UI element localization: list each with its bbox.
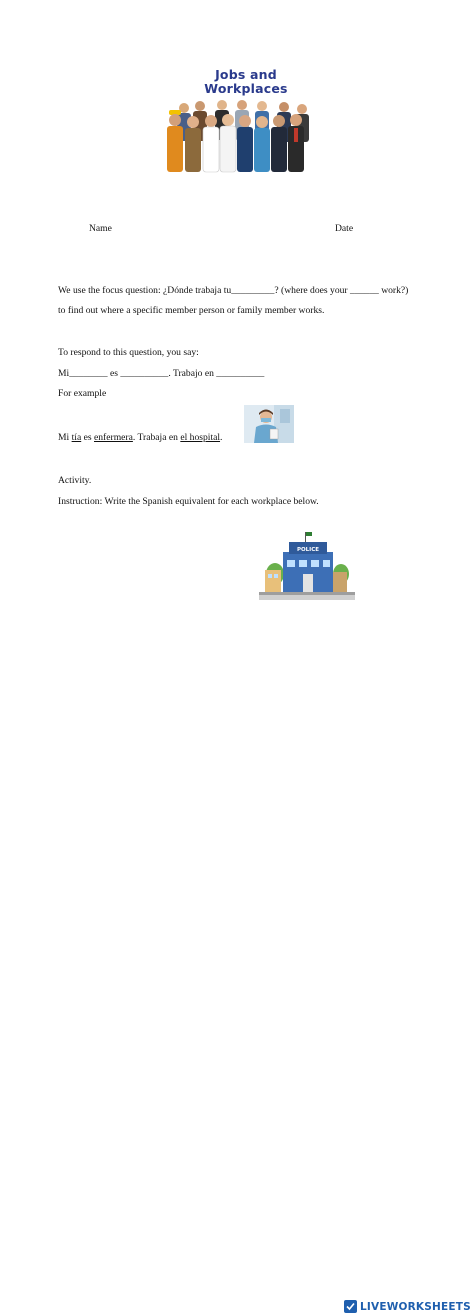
- example-word-hospital: el hospital: [180, 432, 221, 443]
- liveworksheets-logo[interactable]: [344, 1300, 471, 1313]
- example-prefix: Mi: [58, 432, 72, 443]
- nurse-image: [244, 405, 294, 443]
- respond-heading: To respond to this question, you say:: [58, 347, 199, 358]
- activity-instruction: Instruction: Write the Spanish equivalent for each workplace below.: [58, 496, 319, 507]
- title-line-2: Workplaces: [204, 81, 288, 96]
- worksheet-icon: [344, 1300, 357, 1313]
- title-line-1: Jobs and: [215, 67, 277, 82]
- worksheet-title: [196, 68, 296, 96]
- for-example-label: For example: [58, 388, 107, 399]
- name-label: Name: [89, 223, 112, 234]
- example-mid-1: es: [81, 432, 94, 443]
- example-word-tia: tía: [71, 432, 82, 443]
- date-label: Date: [335, 223, 354, 234]
- activity-heading: Activity.: [58, 475, 92, 486]
- example-suffix: .: [220, 432, 223, 443]
- police-station-image: [259, 530, 355, 600]
- example-sentence: [58, 432, 222, 444]
- brand-name: LIVEWORKSHEETS: [360, 1300, 471, 1313]
- example-word-enfermera: enfermera: [94, 432, 133, 443]
- sentence-frame: Mi________ es __________. Trabajo en __________: [58, 368, 265, 379]
- intro-line-2: to find out where a specific member person or family member works.: [58, 305, 325, 316]
- police-sign: POLICE: [296, 547, 320, 553]
- example-mid-2: . Trabaja en: [132, 432, 181, 443]
- intro-line-1: We use the focus question: ¿Dónde trabaja tu_________? (where does your ______ work?): [58, 285, 409, 296]
- workers-group-image: [164, 96, 314, 174]
- footer-bar: [0, 648, 474, 1313]
